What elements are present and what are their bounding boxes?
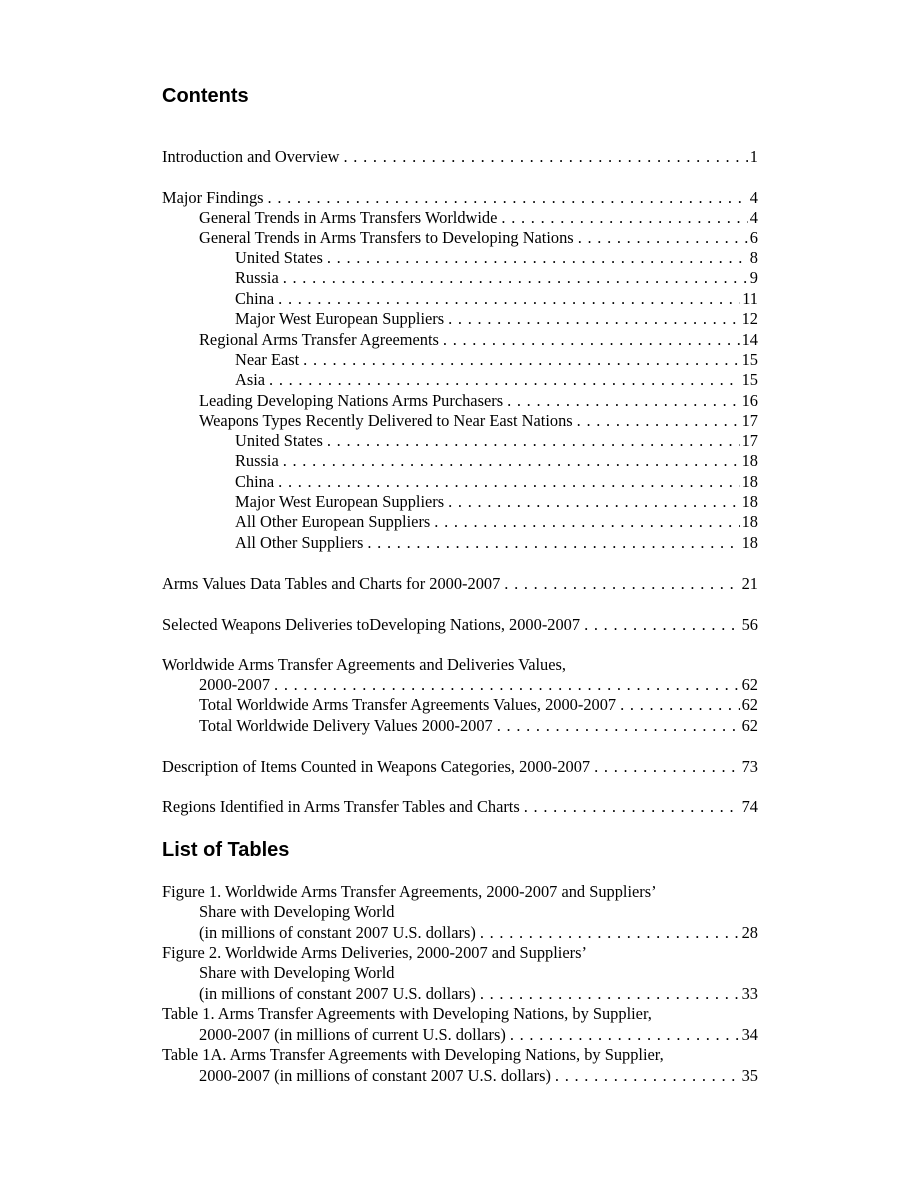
dot-leader [327, 431, 740, 451]
table-entry: Share with Developing World [199, 963, 395, 982]
toc-entry: Arms Values Data Tables and Charts for 2000-2007 . . . 21 [162, 574, 758, 594]
toc-entry: Regions Identified in Arms Transfer Tables and Charts . . . 74 [162, 797, 758, 817]
toc-entry: All Other European Suppliers . . . 18 [235, 512, 758, 532]
contents-heading: Contents [162, 85, 249, 107]
dot-leader [577, 411, 740, 431]
dot-leader [480, 984, 740, 1004]
toc-entry: Selected Weapons Deliveries toDeveloping Nations, 2000-2007 . . . 56 [162, 615, 758, 635]
dot-leader [344, 147, 748, 167]
table-entry: Figure 1. Worldwide Arms Transfer Agreements, 2000-2007 and Suppliers’ [162, 882, 657, 901]
dot-leader [434, 512, 739, 532]
toc-entry: All Other Suppliers . . . 18 [235, 533, 758, 553]
table-entry: 2000-2007 (in millions of constant 2007 U.S. dollars) . . . 35 [199, 1066, 758, 1086]
dot-leader [480, 923, 740, 943]
toc-entry: Description of Items Counted in Weapons Categories, 2000-2007 . . . 73 [162, 757, 758, 777]
table-entry: 2000-2007 (in millions of current U.S. dollars) . . . 34 [199, 1025, 758, 1045]
dot-leader [367, 533, 739, 553]
dot-leader [278, 472, 739, 492]
dot-leader [278, 289, 740, 309]
toc-entry: Weapons Types Recently Delivered to Near East Nations . . . 17 [199, 411, 758, 431]
toc-entry: Near East . . . 15 [235, 350, 758, 370]
dot-leader [555, 1066, 740, 1086]
dot-leader [578, 228, 748, 248]
table-entry: Figure 2. Worldwide Arms Deliveries, 2000-2007 and Suppliers’ [162, 943, 587, 962]
dot-leader [303, 350, 739, 370]
table-entry: Table 1. Arms Transfer Agreements with Developing Nations, by Supplier, [162, 1004, 652, 1023]
dot-leader [283, 451, 740, 471]
dot-leader [268, 188, 748, 208]
dot-leader [327, 248, 748, 268]
toc-entry: Major West European Suppliers . . . 18 [235, 492, 758, 512]
dot-leader [283, 268, 748, 288]
table-entry: (in millions of constant 2007 U.S. dollars) . . . 33 [199, 984, 758, 1004]
dot-leader [443, 330, 740, 350]
dot-leader [620, 695, 739, 715]
dot-leader [448, 309, 739, 329]
dot-leader [501, 208, 747, 228]
dot-leader [510, 1025, 740, 1045]
toc-entry: China . . . 11 [235, 289, 758, 309]
dot-leader [524, 797, 740, 817]
toc-entry: Leading Developing Nations Arms Purchasers . . . 16 [199, 391, 758, 411]
dot-leader [269, 370, 740, 390]
toc-entry: United States . . . 8 [235, 248, 758, 268]
table-entry: Table 1A. Arms Transfer Agreements with Developing Nations, by Supplier, [162, 1045, 664, 1064]
toc-entry: Major West European Suppliers . . . 12 [235, 309, 758, 329]
dot-leader [448, 492, 739, 512]
toc-entry: 2000-2007 . . . 62 [199, 675, 758, 695]
toc-entry: United States . . . 17 [235, 431, 758, 451]
toc-entry: Russia . . . 9 [235, 268, 758, 288]
toc-entry: Worldwide Arms Transfer Agreements and Deliveries Values, [162, 655, 566, 674]
list-of-tables-heading: List of Tables [162, 839, 290, 861]
toc-entry: Total Worldwide Delivery Values 2000-2007 . . . 62 [199, 716, 758, 736]
dot-leader [594, 757, 740, 777]
dot-leader [274, 675, 740, 695]
dot-leader [507, 391, 740, 411]
toc-entry: Asia . . . 15 [235, 370, 758, 390]
toc-entry: Russia . . . 18 [235, 451, 758, 471]
toc-entry: General Trends in Arms Transfers to Developing Nations . . . 6 [199, 228, 758, 248]
toc-entry: Major Findings . . . 4 [162, 188, 758, 208]
dot-leader [584, 615, 740, 635]
toc-entry: Introduction and Overview . . . 1 [162, 147, 758, 167]
table-entry: Share with Developing World [199, 902, 395, 921]
toc-entry: China . . . 18 [235, 472, 758, 492]
table-entry: (in millions of constant 2007 U.S. dollars) . . . 28 [199, 923, 758, 943]
toc-entry: Regional Arms Transfer Agreements . . . 14 [199, 330, 758, 350]
dot-leader [504, 574, 739, 594]
toc-entry: Total Worldwide Arms Transfer Agreements Values, 2000-2007 . . . 62 [199, 695, 758, 715]
toc-entry: General Trends in Arms Transfers Worldwide . . . 4 [199, 208, 758, 228]
dot-leader [497, 716, 740, 736]
